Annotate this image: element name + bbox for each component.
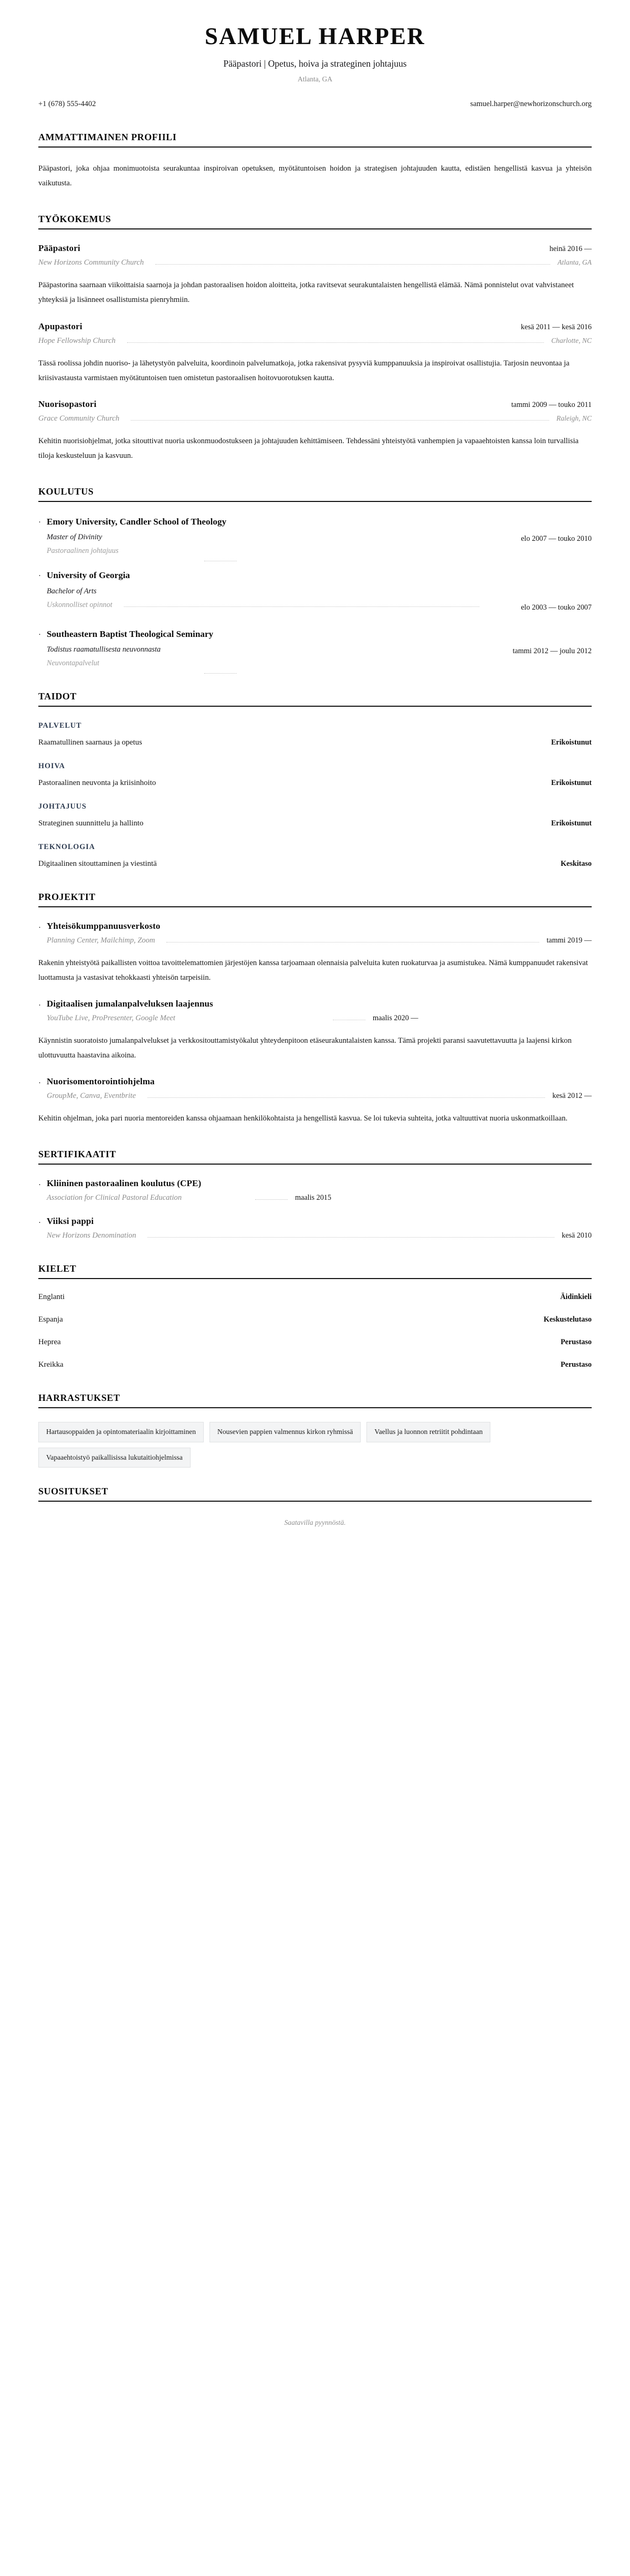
project-subheader — [47, 936, 592, 945]
section-title-languages: KIELET — [38, 1263, 77, 1274]
candidate-location: Atlanta, GA — [298, 75, 332, 83]
references-note: Saatavilla pyynnöstä. — [284, 1519, 346, 1527]
skill-category: HOIVA — [38, 762, 66, 771]
language-name: Kreikka — [38, 1360, 64, 1369]
language-row — [38, 1293, 592, 1302]
section-title-education: KOULUTUS — [38, 486, 94, 497]
skill-name: Digitaalinen sitouttaminen ja viestintä — [38, 860, 157, 868]
experience-location: Atlanta, GA — [558, 258, 592, 267]
leader-dots — [155, 264, 550, 265]
project-tools: Planning Center, Mailchimp, Zoom — [47, 936, 155, 945]
section-title-experience: TYÖKOKEMUS — [38, 214, 111, 225]
candidate-headline: Pääpastori | Opetus, hoiva ja strateginen johtajuus — [223, 58, 407, 69]
interest-chip[interactable]: Vapaaehtoistyö paikallisissa lukutaitiohjelmissa — [38, 1448, 191, 1468]
section-divider — [38, 228, 592, 229]
skill-row — [38, 860, 592, 868]
section-references — [32, 1486, 598, 1527]
experience-description: Tässä roolissa johdin nuoriso- ja lähetystyön palveluita, koordinoin palvelumatkoja, jotka rakensivat pysyviä kumppanuuksia ja inspiroivat osallistujia. Tarjosin neuvontaa ja kriisivastausta varmistaen myötätuntoisen tuen omistetun pastoraalisen hoitovuorotuksen kautta. — [38, 359, 570, 382]
project-item — [38, 999, 592, 1023]
section-divider — [38, 501, 592, 502]
certificate-issuer: Association for Clinical Pastoral Education — [47, 1193, 182, 1202]
experience-item — [38, 321, 592, 385]
section-title-certificates: SERTIFIKAATIT — [38, 1149, 117, 1160]
language-row — [38, 1360, 592, 1369]
interest-chip-list — [38, 1422, 592, 1468]
experience-date: heinä 2016 — — [549, 245, 592, 254]
education-degree: Master of Divinity — [47, 533, 102, 542]
bullet-icon: · — [38, 572, 41, 581]
project-item — [38, 1076, 592, 1101]
section-projects — [32, 892, 598, 1126]
certificate-date: kesä 2010 — [561, 1231, 592, 1240]
leader-dots — [255, 1199, 288, 1200]
education-item — [38, 516, 592, 556]
bullet-icon: · — [38, 924, 41, 933]
candidate-name: SAMUEL HARPER — [205, 23, 425, 49]
experience-description: Pääpastorina saarnaan viikoittaisia saarnoja ja johdan pastoraalisen hoidon aloitteita, jotka ravitsevat seurakuntalaisten hengellistä elämää. Nämä ponnistelut ovat vahvistaneet yhteyksiä ja lisänneet osallistumista pienryhmiin. — [38, 281, 574, 305]
project-name: Nuorisomentorointiohjelma — [47, 1076, 155, 1087]
project-description: Rakenin yhteistyötä paikallisten voittoa tavoittelemattomien järjestöjen kanssa tarjoamaan olennaisia palveluita kuten ruokaturvaa ja asumistukea. Nämä kumppanuudet rakensivat luottamusta ja vastasivat tehokkaasti yhteisön tarpeisiin. — [38, 959, 588, 982]
profile-summary: Pääpastori, joka ohjaa monimuotoista seurakuntaa inspiroivan opetuksen, myötätuntoisen hoidon ja strategisen johtajuuden kautta, edistäen hengellistä kasvua ja yhteisön vaikutusta. — [38, 164, 592, 188]
section-title-skills: TAIDOT — [38, 691, 77, 702]
section-title-profile: AMMATTIMAINEN PROFIILI — [38, 132, 177, 143]
language-level: Keskustelutaso — [543, 1315, 592, 1324]
section-interests — [32, 1392, 598, 1468]
leader-dots — [127, 342, 544, 343]
leader-dots — [148, 1097, 545, 1098]
section-title-interests: HARRASTUKSET — [38, 1392, 120, 1404]
project-subheader — [47, 1014, 592, 1023]
leader-dots — [124, 606, 479, 607]
section-divider — [38, 146, 592, 148]
skill-name: Strateginen suunnittelu ja hallinto — [38, 819, 144, 828]
project-name: Digitaalisen jumalanpalveluksen laajennus — [47, 999, 213, 1009]
contact-email[interactable]: samuel.harper@newhorizonschurch.org — [470, 100, 592, 109]
experience-organization: Hope Fellowship Church — [38, 336, 116, 345]
project-date: kesä 2012 — — [552, 1092, 592, 1101]
experience-organization: Grace Community Church — [38, 414, 120, 423]
experience-date: kesä 2011 — kesä 2016 — [520, 322, 592, 331]
experience-date: tammi 2009 — touko 2011 — [511, 400, 592, 409]
skill-category: PALVELUT — [38, 721, 82, 730]
education-field: Pastoraalinen johtajuus — [47, 547, 119, 556]
experience-header — [38, 399, 592, 410]
experience-header — [38, 321, 592, 332]
bullet-icon: · — [38, 630, 41, 639]
education-date: tammi 2012 — joulu 2012 — [512, 647, 592, 656]
certificate-name: Kliininen pastoraalinen koulutus (CPE) — [47, 1178, 202, 1189]
contact-phone[interactable]: +1 (678) 555-4402 — [38, 100, 96, 109]
experience-organization: New Horizons Community Church — [38, 258, 144, 267]
section-divider — [38, 706, 592, 707]
skill-group — [38, 762, 592, 788]
section-education — [32, 486, 598, 668]
section-certificates — [32, 1149, 598, 1240]
experience-role: Pääpastori — [38, 243, 80, 254]
skill-name: Pastoraalinen neuvonta ja kriisinhoito — [38, 779, 156, 788]
language-name: Englanti — [38, 1293, 65, 1302]
interest-chip[interactable]: Nousevien pappien valmennus kirkon ryhmissä — [209, 1422, 361, 1442]
skill-level: Keskitaso — [560, 860, 592, 868]
education-field: Uskonnolliset opinnot — [47, 601, 112, 610]
certificate-item — [38, 1216, 592, 1240]
project-tools: YouTube Live, ProPresenter, Google Meet — [47, 1014, 175, 1023]
resume-header — [32, 24, 598, 109]
education-degree: Todistus raamatullisesta neuvonnasta — [47, 645, 161, 654]
language-row — [38, 1315, 592, 1324]
skill-category: JOHTAJUUS — [38, 802, 87, 811]
bullet-icon: · — [38, 1219, 41, 1228]
certificate-item — [38, 1178, 592, 1202]
certificate-subheader — [47, 1231, 592, 1240]
experience-subheader — [38, 337, 592, 345]
project-subheader — [47, 1092, 592, 1101]
section-divider — [38, 906, 592, 907]
experience-item — [38, 399, 592, 463]
experience-item — [38, 243, 592, 307]
bullet-icon: · — [38, 1181, 41, 1190]
language-row — [38, 1338, 592, 1347]
project-name: Yhteisökumppanuusverkosto — [47, 921, 161, 931]
experience-role: Apupastori — [38, 321, 82, 331]
experience-subheader — [38, 414, 592, 423]
education-school: Emory University, Candler School of Theology — [47, 516, 227, 527]
language-level: Perustaso — [560, 1338, 592, 1347]
experience-header — [38, 243, 592, 254]
leader-dots — [131, 420, 549, 421]
project-item — [38, 921, 592, 945]
leader-dots — [148, 1237, 554, 1238]
skill-row — [38, 819, 592, 828]
leader-dots — [204, 673, 237, 674]
section-title-references: SUOSITUKSET — [38, 1486, 109, 1497]
skill-level: Erikoistunut — [551, 738, 592, 747]
project-date: tammi 2019 — — [547, 936, 592, 945]
skill-row — [38, 738, 592, 747]
language-name: Espanja — [38, 1315, 63, 1324]
interest-chip[interactable]: Vaellus ja luonnon retriitit pohdintaan — [366, 1422, 490, 1442]
certificate-date: maalis 2015 — [295, 1193, 331, 1202]
bullet-icon: · — [38, 518, 41, 527]
skill-category: TEKNOLOGIA — [38, 843, 96, 852]
section-divider — [38, 1501, 592, 1502]
project-description: Käynnistin suoratoisto jumalanpalvelukset ja verkkositouttamistyökalut yhteydenpitoon etäseurakuntalaisten kanssa. Tämä projekti paransi saavutettavuutta ja laajensi kirkon ulottuvuutta haastavina aikoina. — [38, 1036, 572, 1060]
bullet-icon: · — [38, 1001, 41, 1010]
skill-level: Erikoistunut — [551, 779, 592, 788]
section-skills — [32, 691, 598, 868]
section-languages — [32, 1263, 598, 1369]
leader-dots — [166, 942, 539, 943]
project-date: maalis 2020 — — [372, 1014, 418, 1023]
certificate-name: Viiksi pappi — [47, 1216, 94, 1227]
contact-row — [32, 100, 598, 109]
section-title-projects: PROJEKTIT — [38, 892, 96, 903]
experience-location: Charlotte, NC — [551, 336, 592, 344]
education-school: Southeastern Baptist Theological Seminary — [47, 629, 214, 639]
skill-group — [38, 721, 592, 747]
education-field: Neuvontapalvelut — [47, 659, 100, 668]
language-level: Perustaso — [560, 1360, 592, 1369]
education-item — [38, 569, 592, 614]
education-degree: Bachelor of Arts — [47, 587, 97, 596]
experience-subheader — [38, 258, 592, 267]
experience-location: Raleigh, NC — [556, 414, 592, 422]
section-experience — [32, 214, 598, 463]
section-divider — [38, 1407, 592, 1408]
certificate-issuer: New Horizons Denomination — [47, 1231, 136, 1240]
language-level: Äidinkieli — [560, 1293, 592, 1302]
language-name: Heprea — [38, 1338, 61, 1347]
certificate-subheader — [47, 1193, 592, 1202]
bullet-icon: · — [38, 1079, 41, 1088]
skill-group — [38, 802, 592, 828]
education-school: University of Georgia — [47, 570, 130, 581]
experience-role: Nuorisopastori — [38, 399, 97, 409]
skill-row — [38, 779, 592, 788]
education-item — [38, 628, 592, 668]
section-profile — [32, 132, 598, 191]
education-date: elo 2007 — touko 2010 — [521, 535, 592, 543]
skill-group — [38, 843, 592, 868]
section-divider — [38, 1164, 592, 1165]
project-description: Kehitin ohjelman, joka pari nuoria mentoreiden kanssa ohjaamaan henkilökohtaista ja hengellistä kasvua. Se loi tukevia suhteita, jotka valtuuttivat nuoria uskonmatkoillaan. — [38, 1114, 568, 1123]
skill-name: Raamatullinen saarnaus ja opetus — [38, 738, 142, 747]
section-divider — [38, 1278, 592, 1279]
project-tools: GroupMe, Canva, Eventbrite — [47, 1092, 136, 1101]
experience-description: Kehitin nuorisiohjelmat, jotka sitouttivat nuoria uskonmuodostukseen ja johtajuuden kehittämiseen. Tehdessäni yhteistyötä vanhempien ja vapaaehtoisten kanssa loin turvallisia tiloja keskusteluun ja kasvuun. — [38, 436, 579, 460]
interest-chip[interactable]: Hartausoppaiden ja opintomateriaalin kirjoittaminen — [38, 1422, 204, 1442]
education-date: elo 2003 — touko 2007 — [521, 603, 592, 612]
skill-level: Erikoistunut — [551, 819, 592, 828]
